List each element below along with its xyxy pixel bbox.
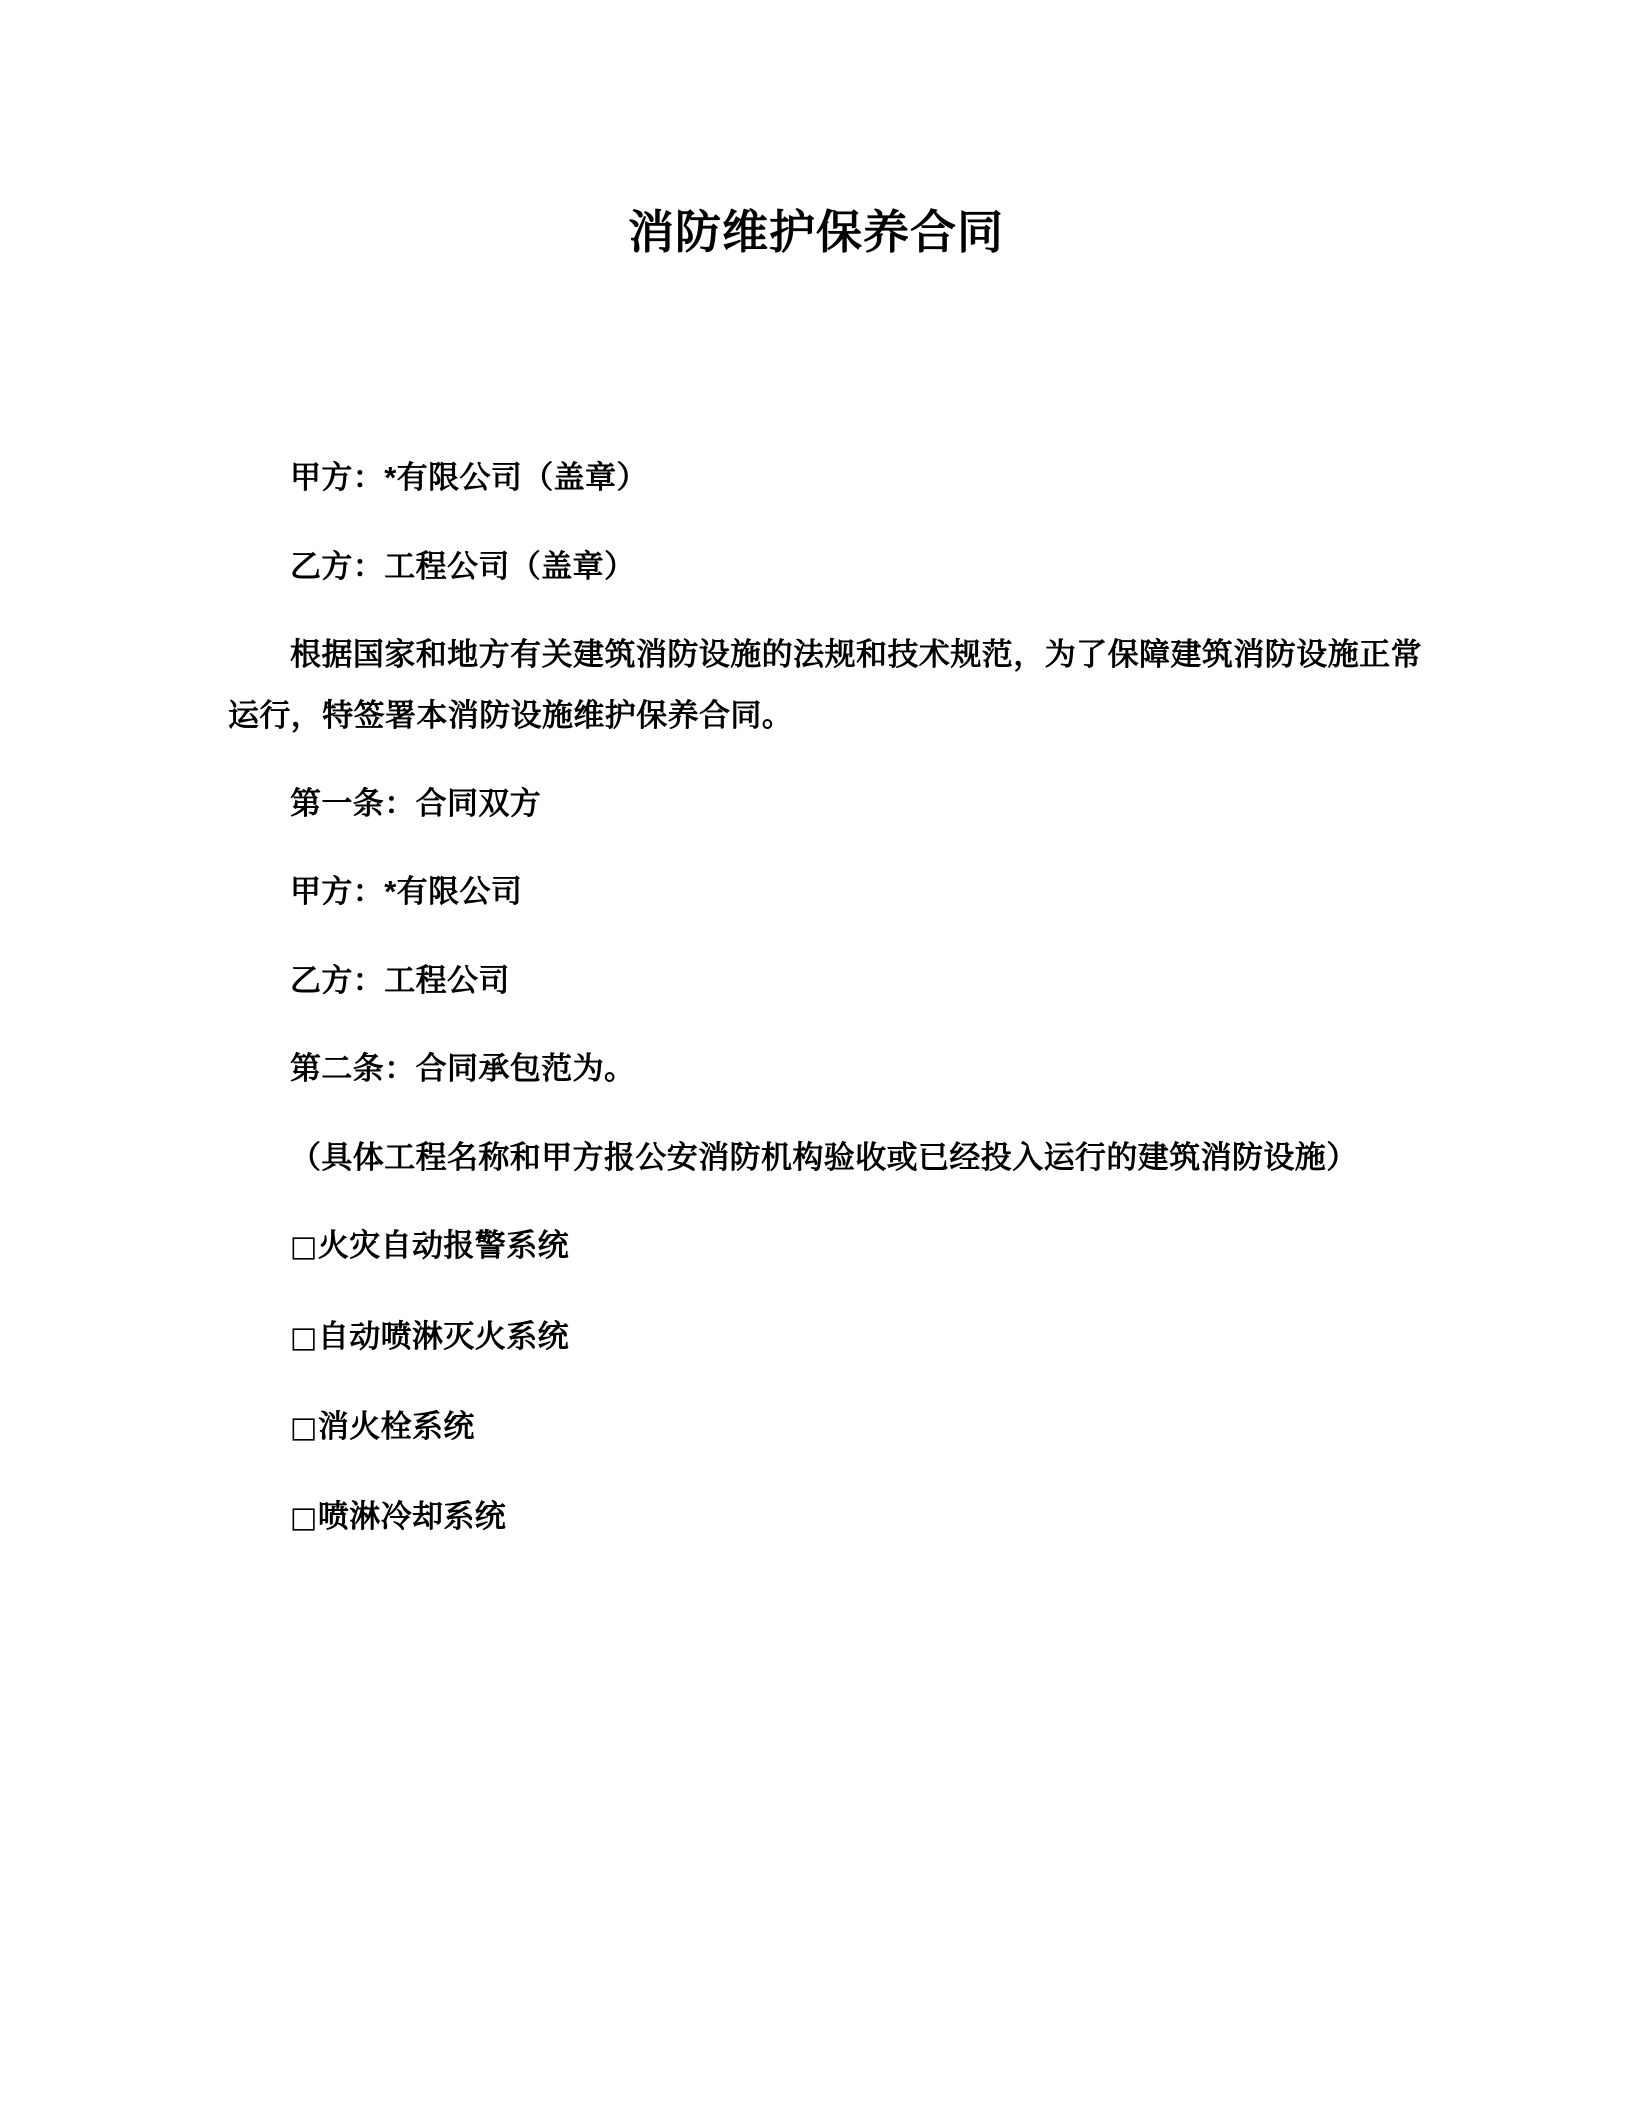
checkbox-item-spray-cooling-system[interactable]	[228, 1487, 1422, 1547]
checkbox-item-hydrant-system[interactable]	[228, 1397, 1422, 1457]
checkbox-icon[interactable]: □	[290, 1319, 318, 1354]
title-body-spacer	[0, 260, 1632, 448]
paragraph-party-a-seal: 甲方：*有限公司（盖章）	[290, 460, 648, 496]
checkbox-icon[interactable]: □	[290, 1410, 318, 1444]
paragraph-article-2-note: （具体工程名称和甲方报公安消防机构验收或已经投入运行的建筑消防设施）	[290, 1139, 1358, 1175]
paragraph-party-b-seal: 乙方：工程公司（盖章）	[290, 548, 636, 584]
checkbox-icon[interactable]: □	[290, 1500, 318, 1535]
checkbox-icon[interactable]: □	[290, 1229, 318, 1264]
page-title: 消防维护保养合同	[628, 206, 1004, 258]
checkbox-label: 自动喷淋灭火系统	[317, 1318, 570, 1354]
paragraph-article-1-title: 第一条：合同双方	[290, 785, 542, 821]
checkbox-label: 喷淋冷却系统	[317, 1499, 507, 1535]
checkbox-item-auto-sprinkler-system[interactable]	[228, 1307, 1422, 1367]
checkbox-label: 消火栓系统	[317, 1409, 475, 1444]
paragraph-article-1-party-a: 甲方：*有限公司	[290, 874, 523, 910]
checkbox-label: 火灾自动报警系统	[317, 1228, 570, 1264]
paragraph-preamble: 根据国家和地方有关建筑消防设施的法规和技术规范，为了保障建筑消防设施正常运行，特签署本消防设施维护保养合同。	[228, 637, 1422, 733]
checkbox-item-fire-alarm-system[interactable]	[228, 1216, 1422, 1276]
paragraph-article-2-title: 第二条：合同承包范为。	[290, 1051, 636, 1087]
document-body	[0, 448, 1632, 1548]
paragraph-article-1-party-b: 乙方：工程公司	[290, 962, 510, 998]
